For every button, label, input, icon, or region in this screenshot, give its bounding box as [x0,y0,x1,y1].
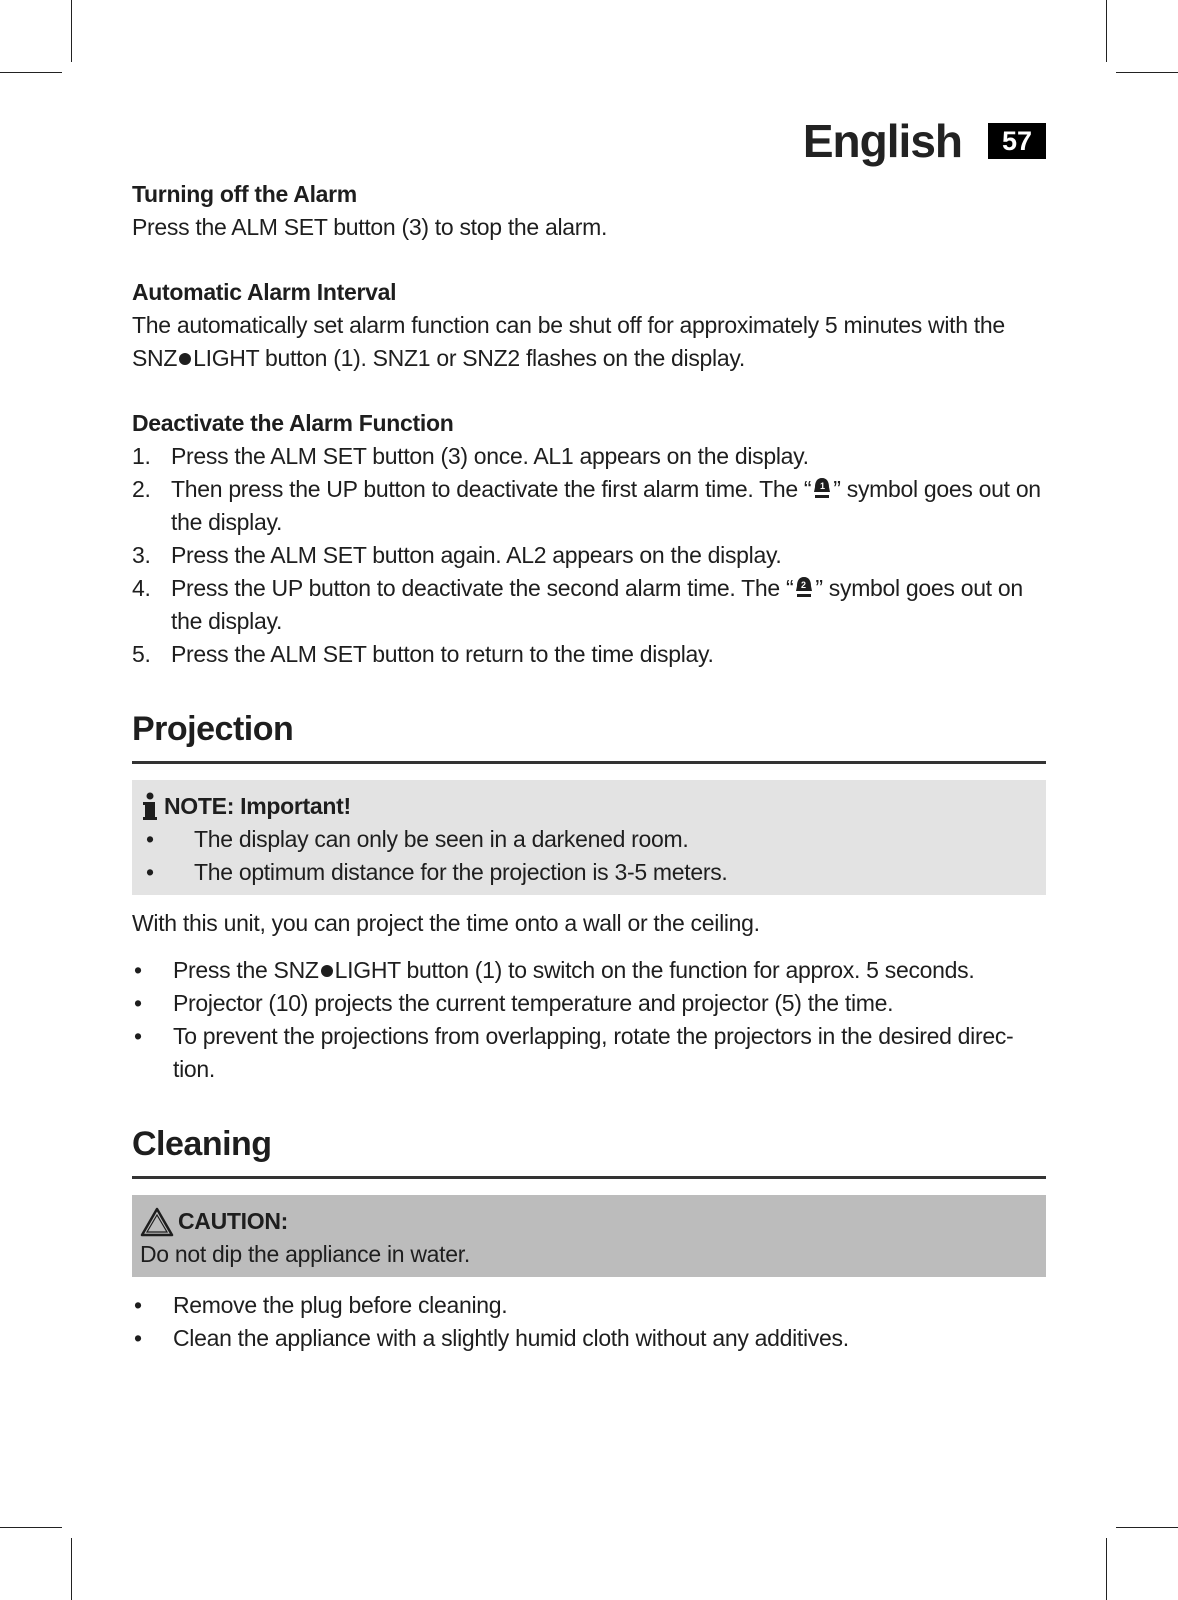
crop-mark [71,0,72,62]
section-title: Projection [132,709,1046,764]
alarm-bell-icon [811,476,833,500]
paragraph: With this unit, you can project the time onto a wall or the ceiling. [132,910,760,936]
svg-text:2: 2 [801,580,807,590]
bullet: • [134,990,142,1016]
bullet: • [134,1023,142,1049]
text-run: Press the UP button to deactivate the second alarm time. The “ [171,575,794,601]
list-item [132,1020,1046,1086]
step-text [171,473,1046,539]
list-item [132,473,1046,539]
list-item [132,572,1046,638]
crop-mark [0,1527,62,1528]
text-run: LIGHT button (1) to switch on the function for approx. 5 seconds. [334,957,975,983]
list-item-text: Clean the appliance with a slightly humid cloth without any additives. [173,1325,849,1351]
bullet: • [134,957,142,983]
list-item-text: Projector (10) projects the current temperature and projector (5) the time. [173,990,894,1016]
crop-mark [1116,1527,1178,1528]
svg-text:1: 1 [820,481,826,491]
page-number: 57 [988,123,1046,159]
step-number: 2. [132,476,151,502]
bullet: • [134,1292,142,1318]
step-text: Press the ALM SET button to return to the time display. [171,641,714,667]
list-item-text: The optimum distance for the projection is 3-5 meters. [194,859,728,885]
page-header [802,115,1046,167]
page-content [132,178,1046,1355]
list-item [140,823,1036,856]
crop-mark [1106,0,1107,62]
section-heading: Deactivate the Alarm Function [132,410,454,436]
step-number: 3. [132,542,151,568]
step-text: Press the ALM SET button again. AL2 appears on the display. [171,542,782,568]
dot-icon [179,353,191,365]
note-title [140,790,1036,823]
note-list [140,823,1036,889]
section-projection [132,709,1046,1086]
list-item [132,1322,1046,1355]
bullet: • [146,826,154,852]
paragraph [132,309,1046,375]
section-turning-off-alarm [132,178,1046,244]
dot-icon [321,965,333,977]
section-title: Cleaning [132,1124,1046,1179]
projection-list [132,954,1046,1086]
list-item-text: The display can only be seen in a darkened room. [194,826,689,852]
crop-mark [0,72,62,73]
note-box [132,780,1046,895]
info-icon [140,792,160,822]
section-heading: Automatic Alarm Interval [132,279,397,305]
cleaning-list [132,1289,1046,1355]
list-item [132,954,1046,987]
list-item [132,987,1046,1020]
caution-title-text: CAUTION: [178,1208,289,1234]
section-deactivate-alarm [132,407,1046,671]
steps-list [132,440,1046,671]
list-item-text: Remove the plug before cleaning. [173,1292,508,1318]
step-text [171,572,1046,638]
text-run: ” symbol goes out on the display. [171,575,1023,634]
list-item-text [173,954,974,987]
section-automatic-alarm-interval [132,276,1046,375]
text-run: Then press the UP button to deactivate the first alarm time. The “ [171,476,812,502]
text-run: Press the SNZ [173,957,319,983]
step-text: Press the ALM SET button (3) once. AL1 appears on the display. [171,443,809,469]
step-number: 4. [132,575,151,601]
list-item [132,539,1046,572]
crop-mark [1116,72,1178,73]
text-run: ” symbol goes out on the display. [171,476,1041,535]
step-number: 1. [132,443,151,469]
list-item [132,1289,1046,1322]
step-number: 5. [132,641,151,667]
language-label: English [802,115,962,167]
list-item-text: To prevent the projections from overlapping, rotate the projectors in the desired direc-tion. [173,1023,1014,1082]
bullet: • [134,1325,142,1351]
section-heading: Turning off the Alarm [132,181,357,207]
crop-mark [1106,1538,1107,1600]
crop-mark [71,1538,72,1600]
list-item [132,440,1046,473]
warning-icon [140,1207,174,1237]
section-cleaning [132,1124,1046,1355]
list-item [140,856,1036,889]
caution-text: Do not dip the appliance in water. [140,1241,470,1267]
caution-box [132,1195,1046,1277]
bullet: • [146,859,154,885]
list-item [132,638,1046,671]
paragraph: Press the ALM SET button (3) to stop the alarm. [132,214,608,240]
text-run: LIGHT button (1). SNZ1 or SNZ2 flashes on the display. [193,345,745,371]
alarm-bell-icon [793,575,815,599]
note-title-text: NOTE: Important! [164,793,351,819]
text-run: The automatically set alarm function can be shut off for approximately 5 minutes with the SNZ [132,312,1005,371]
caution-title [140,1205,1036,1238]
